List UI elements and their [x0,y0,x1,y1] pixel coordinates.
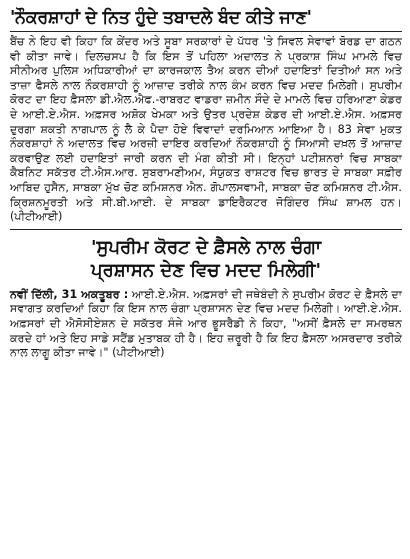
article-body-ias-text: ਆਈ.ਏ.ਐਸ. ਅਫ਼ਸਰਾਂ ਦੀ ਜਥੇਬੰਦੀ ਨੇ ਸੁਪਰੀਮ ਕੋਰਟ ਦੇ ਫ਼ੈਸਲੇ ਦਾ ਸਵਾਗਤ ਕਰਦਿਆਂ ਕਿਹਾ ਕਿ ਇਸ ਨਾਲ ਚੰਗਾ ਪ੍ਰਸ਼ਾਸਨ ਦੇਣ ਵਿਚ ਮਦਦ ਮਿਲੇਗੀ। ਆਈ.ਏ.ਐਸ. ਅਫ਼ਸਰਾਂ ਦੀ ਐਸੋਸੀਏਸ਼ਨ ਦੇ ਸਕੱਤਰ ਸੰਜੇ ਆਰ ਭੂਸਰੈਡੀ ਨੇ ਕਿਹਾ, "ਅਸੀਂ ਫ਼ੈਸਲੇ ਦਾ ਸਮਰਥਨ ਕਰਦੇ ਹਾਂ ਅਤੇ ਇਹ ਸਾਡੇ ਸਟੈਂਡ ਮੁਤਾਬਕ ਹੀ ਹੈ। ਇਹ ਜ਼ਰੂਰੀ ਹੈ ਕਿ ਇਹ ਫ਼ੈਸਲਾ ਅਸਰਦਾਰ ਤਰੀਕੇ ਨਾਲ ਲਾਗੂ ਕੀਤਾ ਜਾਵੇ।" (ਪੀਟੀਆਈ) [10,287,402,360]
headline-good-governance [10,236,402,282]
article-bureaucrat-transfers [10,8,402,225]
article-divider [10,229,402,230]
article-ias-association [10,236,402,361]
article-body-transfers: ਬੈਂਚ ਨੇ ਇਹ ਵੀ ਕਿਹਾ ਕਿ ਕੇਂਦਰ ਅਤੇ ਸੂਬਾ ਸਰਕਾਰਾਂ ਦੇ ਪੱਧਰ 'ਤੇ ਸਿਵਲ ਸੇਵਾਵਾਂ ਬੋਰਡ ਦਾ ਗਠਨ ਵੀ ਕੀਤਾ ਜਾਵੇ। ਦਿਲਚਸਪ ਹੈ ਕਿ ਇਸ ਤੋਂ ਪਹਿਲਾ ਅਦਾਲਤ ਨੇ ਪ੍ਰਕਾਸ਼ ਸਿੰਘ ਮਾਮਲੇ ਵਿਚ ਸੀਨੀਅਰ ਪੁਲਿਸ ਅਧਿਕਾਰੀਆਂ ਦਾ ਕਾਰਜਕਾਲ ਤੈਅ ਕਰਨ ਦੀਆਂ ਹਦਾਇਤਾਂ ਦਿਤੀਆਂ ਸਨ ਅਤੇ ਤਾਜ਼ਾ ਫੈਸਲੇ ਨਾਲ ਨੌਕਰਸ਼ਾਹੀ ਨੂੰ ਆਜ਼ਾਦ ਤਰੀਕੇ ਨਾਲ ਕੰਮ ਕਰਨ ਵਿਚ ਮਦਦ ਮਿਲੇਗੀ। ਸੁਪਰੀਮ ਕੋਰਟ ਦਾ ਇਹ ਫ਼ੈਸਲਾ ਡੀ.ਐਲ.ਐਫ.-ਰਾਬਰਟ ਵਾਡਰਾ ਜ਼ਮੀਨ ਸੌਦੇ ਦੇ ਮਾਮਲੇ ਵਿਚ ਹਰਿਆਣਾ ਕੇਡਰ ਦੇ ਆਈ.ਏ.ਐਸ. ਅਫ਼ਸਰ ਅਸ਼ੋਕ ਖੇਮਕਾ ਅਤੇ ਉਤਰ ਪ੍ਰਦੇਸ਼ ਕੇਡਰ ਦੀ ਆਈ.ਏ.ਐਸ. ਅਫ਼ਸਰ ਦੁਰਗਾ ਸ਼ਕਤੀ ਨਾਗਪਾਲ ਨੂੰ ਲੈ ਕੇ ਪੈਦਾ ਹੋਏ ਵਿਵਾਦਾਂ ਦਰਮਿਆਨ ਆਇਆ ਹੈ। 83 ਸੇਵਾ ਮੁਕਤ ਨੌਕਰਸ਼ਾਹਾਂ ਨੇ ਅਦਾਲਤ ਵਿਚ ਅਰਜ਼ੀ ਦਾਇਰ ਕਰਦਿਆਂ ਨੌਕਰਸ਼ਾਹੀ ਨੂੰ ਸਿਆਸੀ ਦਖ਼ਲ ਤੋਂ ਆਜ਼ਾਦ ਕਰਵਾਉਣ ਲਈ ਹਦਾਇਤਾਂ ਜਾਰੀ ਕਰਨ ਦੀ ਮੰਗ ਕੀਤੀ ਸੀ। ਇਨ੍ਹਾਂ ਪਟੀਸ਼ਨਰਾਂ ਵਿਚ ਸਾਬਕਾ ਕੈਬਨਿਟ ਸਕੱਤਰ ਟੀ.ਐਸ.ਆਰ. ਸੁਬਰਾਮਣੀਅਮ, ਸੰਯੁਕਤ ਰਾਸ਼ਟਰ ਵਿਚ ਭਾਰਤ ਦੇ ਸਾਬਕਾ ਸਫ਼ੀਰ ਆਬਿਦ ਹੁਸੈਨ, ਸਾਬਕਾ ਮੁੱਖ ਚੋਣ ਕਮਿਸ਼ਨਰ ਐਨ. ਗੋਪਾਲਸਵਾਮੀ, ਸਾਬਕਾ ਚੋਣ ਕਮਿਸ਼ਨਰ ਟੀ.ਐਸ. ਕ੍ਰਿਸ਼ਨਮੂਰਤੀ ਅਤੇ ਸੀ.ਬੀ.ਆਈ. ਦੇ ਸਾਬਕਾ ਡਾਇਰੈਕਟਰ ਜੋਗਿੰਦਰ ਸਿੰਘ ਸ਼ਾਮਲ ਹਨ। (ਪੀਟੀਆਈ) [10,35,402,224]
headline-transfers: 'ਨੌਕਰਸ਼ਾਹਾਂ ਦੇ ਨਿਤ ਹੁੰਦੇ ਤਬਾਦਲੇ ਬੰਦ ਕੀਤੇ ਜਾਣ' [10,8,402,32]
headline-line-1: 'ਸੁਪਰੀਮ ਕੋਰਟ ਦੇ ਫ਼ੈਸਲੇ ਨਾਲ ਚੰਗਾ [90,236,322,258]
headline-line-2: ਪ੍ਰਸ਼ਾਸਨ ਦੇਣ ਵਿਚ ਮਦਦ ਮਿਲੇਗੀ' [91,259,321,281]
newspaper-clipping [4,4,406,551]
dateline: ਨਵੀਂ ਦਿੱਲੀ, 31 ਅਕਤੂਬਰ : [10,287,129,301]
article-body-ias [10,288,402,361]
